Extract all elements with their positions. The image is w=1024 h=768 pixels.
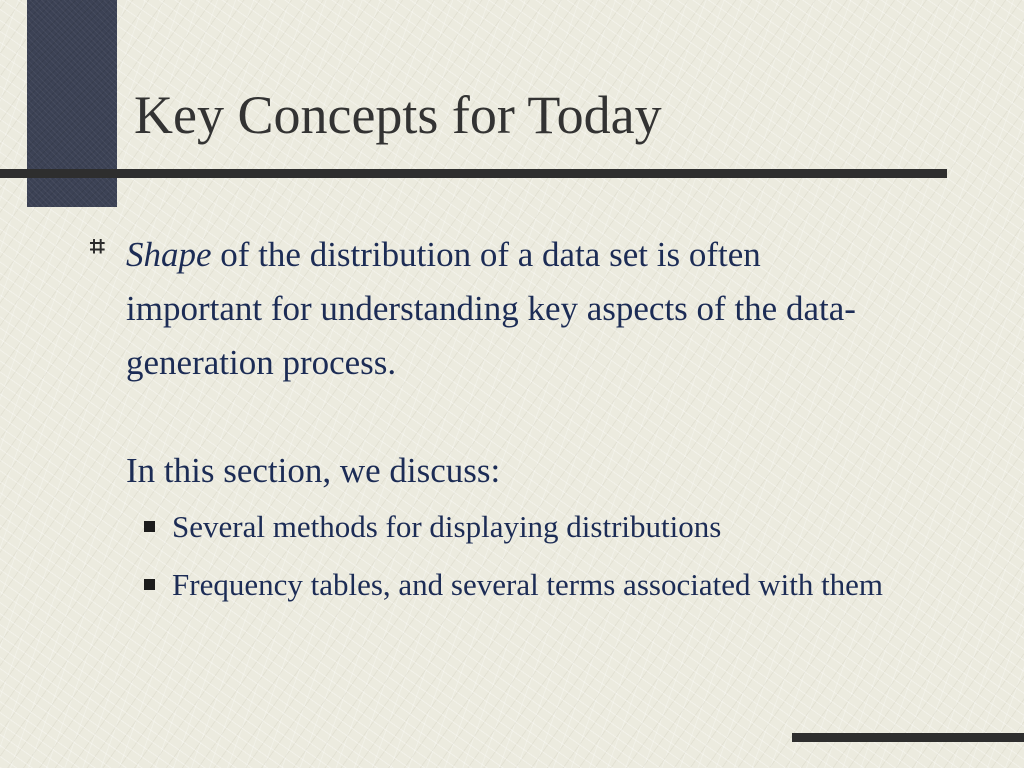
bottom-rule	[792, 733, 1024, 742]
square-bullet-icon	[144, 521, 155, 532]
main-bullet	[90, 228, 950, 608]
sub-list	[126, 504, 950, 608]
main-bullet-text	[126, 228, 886, 390]
slide-content	[90, 228, 950, 620]
sub-item-label: Several methods for displaying distributions	[172, 509, 722, 544]
hash-bullet-icon: ⌗	[90, 232, 105, 262]
list-item	[126, 504, 942, 550]
intro-text: In this section, we discuss:	[126, 451, 501, 490]
sub-item-label: Frequency tables, and several terms associated with them	[172, 567, 884, 602]
slide-title: Key Concepts for Today	[134, 85, 662, 145]
title-rule	[0, 169, 947, 178]
bullet-body: of the distribution of a data set is often important for understanding key aspects of the data-generation process.	[126, 235, 856, 382]
italic-lead: Shape	[126, 235, 212, 274]
square-bullet-icon	[144, 579, 155, 590]
list-item	[126, 562, 942, 608]
